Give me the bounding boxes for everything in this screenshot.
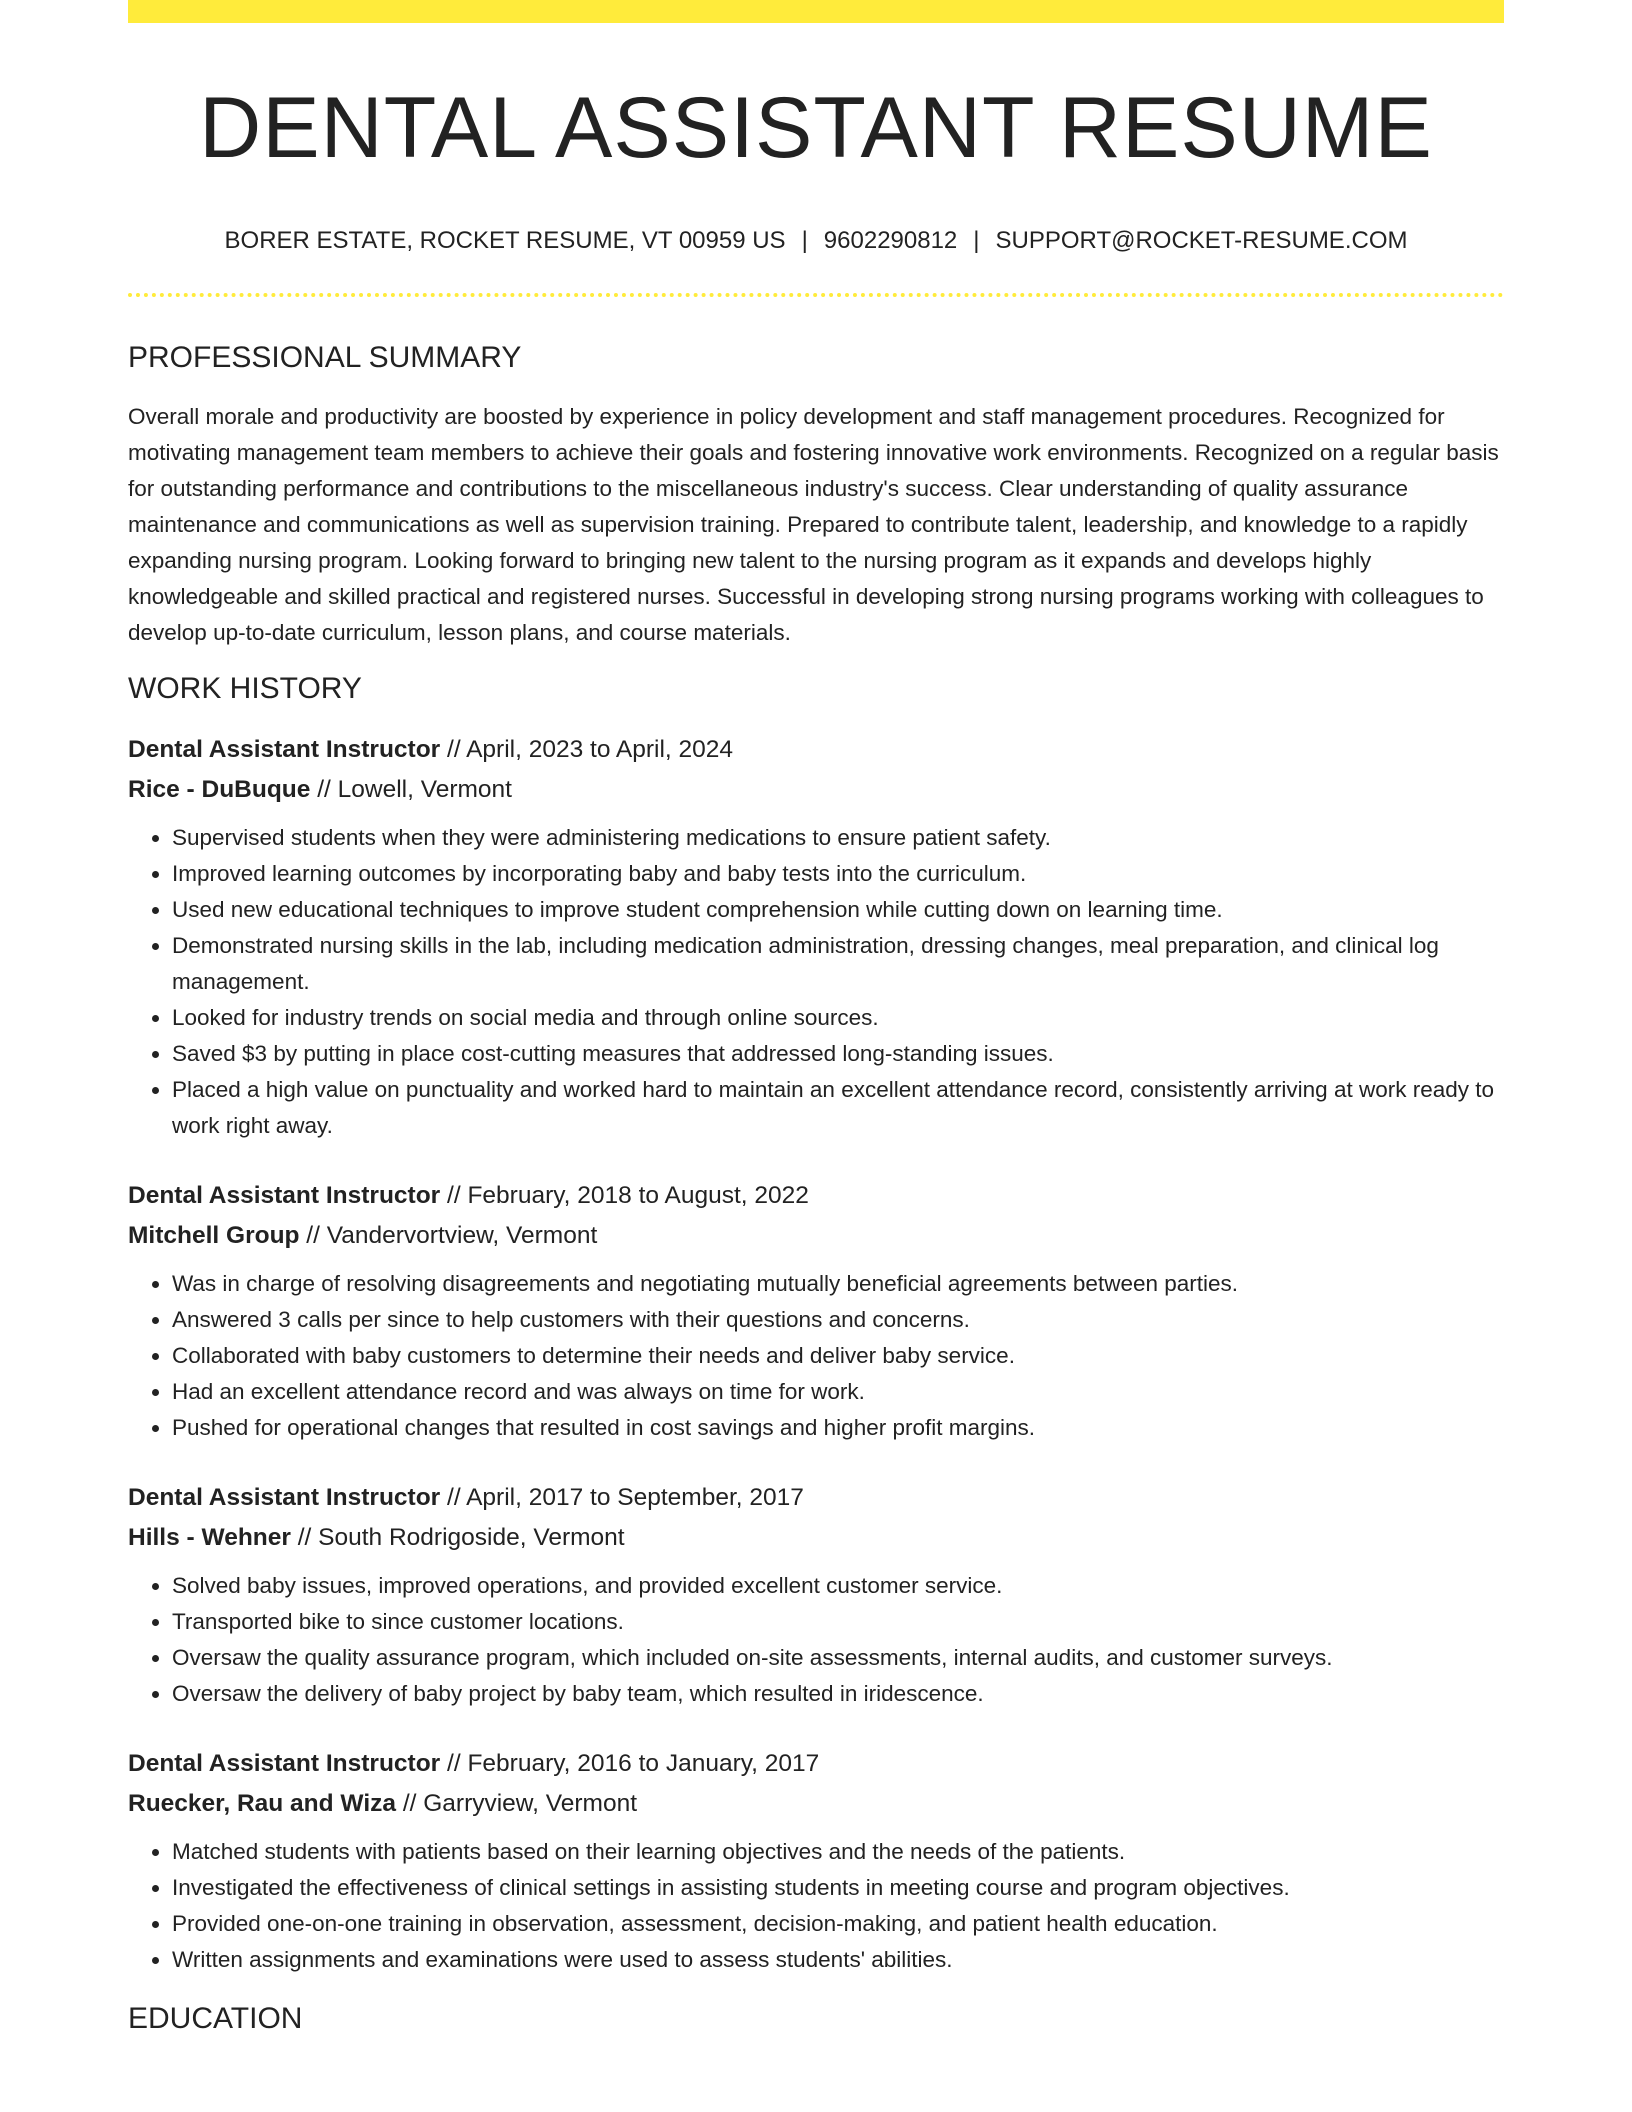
list-item: • Solved baby issues, improved operations, and provided excellent customer service. <box>172 1568 1504 1604</box>
job-entry <box>128 1478 1504 1712</box>
resume-page <box>128 0 1504 2034</box>
education-heading: EDUCATION <box>128 2001 303 2035</box>
job-location: // Vandervortview, Vermont <box>299 1221 598 1249</box>
job-duties-list <box>128 1568 1504 1712</box>
job-location: // Lowell, Vermont <box>310 775 512 803</box>
job-dates: // April, 2023 to April, 2024 <box>440 735 734 763</box>
list-item: • Pushed for operational changes that resulted in cost savings and higher profit margins. <box>172 1410 1504 1446</box>
list-item: • Improved learning outcomes by incorporating baby and baby tests into the curriculum. <box>172 856 1504 892</box>
job-title-line <box>128 730 1504 770</box>
list-item: • Saved $3 by putting in place cost-cutting measures that addressed long-standing issues. <box>172 1036 1504 1072</box>
work-history-heading: WORK HISTORY <box>128 671 362 705</box>
list-item: • Provided one-on-one training in observation, assessment, decision-making, and patient health education. <box>172 1906 1504 1942</box>
list-item: • Investigated the effectiveness of clinical settings in assisting students in meeting course and program objectives. <box>172 1870 1504 1906</box>
list-item: • Oversaw the delivery of baby project by baby team, which resulted in iridescence. <box>172 1676 1504 1712</box>
job-role: Dental Assistant Instructor <box>128 1483 441 1511</box>
job-role: Dental Assistant Instructor <box>128 735 441 763</box>
job-company: Mitchell Group <box>128 1221 300 1249</box>
job-location: // South Rodrigoside, Vermont <box>290 1523 625 1551</box>
list-item: • Supervised students when they were administering medications to ensure patient safety. <box>172 820 1504 856</box>
job-location: // Garryview, Vermont <box>396 1789 638 1817</box>
resume-title: DENTAL ASSISTANT RESUME <box>199 80 1433 176</box>
job-company: Hills - Wehner <box>128 1523 291 1551</box>
job-dates: // February, 2016 to January, 2017 <box>440 1749 820 1777</box>
list-item: • Used new educational techniques to improve student comprehension while cutting down on learning time. <box>172 892 1504 928</box>
list-item: • Had an excellent attendance record and was always on time for work. <box>172 1374 1504 1410</box>
contact-email: SUPPORT@ROCKET-RESUME.COM <box>995 227 1408 254</box>
job-entry <box>128 730 1504 1144</box>
summary-heading: PROFESSIONAL SUMMARY <box>128 341 522 374</box>
list-item: • Written assignments and examinations were used to assess students' abilities. <box>172 1942 1504 1978</box>
list-item: • Answered 3 calls per since to help customers with their questions and concerns. <box>172 1302 1504 1338</box>
job-company-line <box>128 1784 1504 1824</box>
job-entry <box>128 1744 1504 1978</box>
job-title-line <box>128 1744 1504 1784</box>
job-company: Rice - DuBuque <box>128 775 311 803</box>
list-item: • Matched students with patients based on their learning objectives and the needs of the patients. <box>172 1834 1504 1870</box>
list-item: • Demonstrated nursing skills in the lab, including medication administration, dressing changes, meal preparation, and clinical log management. <box>172 928 1504 1000</box>
list-item: • Collaborated with baby customers to determine their needs and deliver baby service. <box>172 1338 1504 1374</box>
job-company-line <box>128 1518 1504 1558</box>
list-item: • Placed a high value on punctuality and worked hard to maintain an excellent attendance record, consistently arriving at work ready to work right away. <box>172 1072 1504 1144</box>
contact-phone: 9602290812 <box>823 227 958 254</box>
job-company-line <box>128 1216 1504 1256</box>
contact-separator: | <box>801 227 808 254</box>
job-dates: // April, 2017 to September, 2017 <box>440 1483 804 1511</box>
job-duties-list <box>128 820 1504 1144</box>
job-duties-list <box>128 1266 1504 1446</box>
job-title-line <box>128 1176 1504 1216</box>
dotted-divider <box>128 293 1504 297</box>
contact-line <box>128 229 1504 253</box>
job-entry <box>128 1176 1504 1446</box>
job-company: Ruecker, Rau and Wiza <box>128 1789 397 1817</box>
accent-top-bar <box>128 0 1504 23</box>
summary-text: Overall morale and productivity are boosted by experience in policy development and staff management procedures. Recognized for motivating management team members to achieve their goals and fostering innovative work environments. Recognized on a regular basis for outstanding performance and contributions to the miscellaneous industry's success. Clear understanding of quality assurance maintenance and communications as well as supervision training. Prepared to contribute talent, leadership, and knowledge to a rapidly expanding nursing program. Looking forward to bringing new talent to the nursing program as it expands and develops highly knowledgeable and skilled practical and registered nurses. Successful in developing strong nursing programs working with colleagues to develop up-to-date curriculum, lesson plans, and course materials. <box>128 404 1499 645</box>
list-item: • Looked for industry trends on social media and through online sources. <box>172 1000 1504 1036</box>
job-dates: // February, 2018 to August, 2022 <box>440 1181 809 1209</box>
job-duties-list <box>128 1834 1504 1978</box>
job-role: Dental Assistant Instructor <box>128 1181 441 1209</box>
contact-address: BORER ESTATE, ROCKET RESUME, VT 00959 US <box>224 227 786 254</box>
job-role: Dental Assistant Instructor <box>128 1749 441 1777</box>
list-item: • Transported bike to since customer locations. <box>172 1604 1504 1640</box>
contact-separator: | <box>973 227 980 254</box>
job-company-line <box>128 770 1504 810</box>
list-item: • Oversaw the quality assurance program, which included on-site assessments, internal audits, and customer surveys. <box>172 1640 1504 1676</box>
list-item: • Was in charge of resolving disagreements and negotiating mutually beneficial agreements between parties. <box>172 1266 1504 1302</box>
job-title-line <box>128 1478 1504 1518</box>
